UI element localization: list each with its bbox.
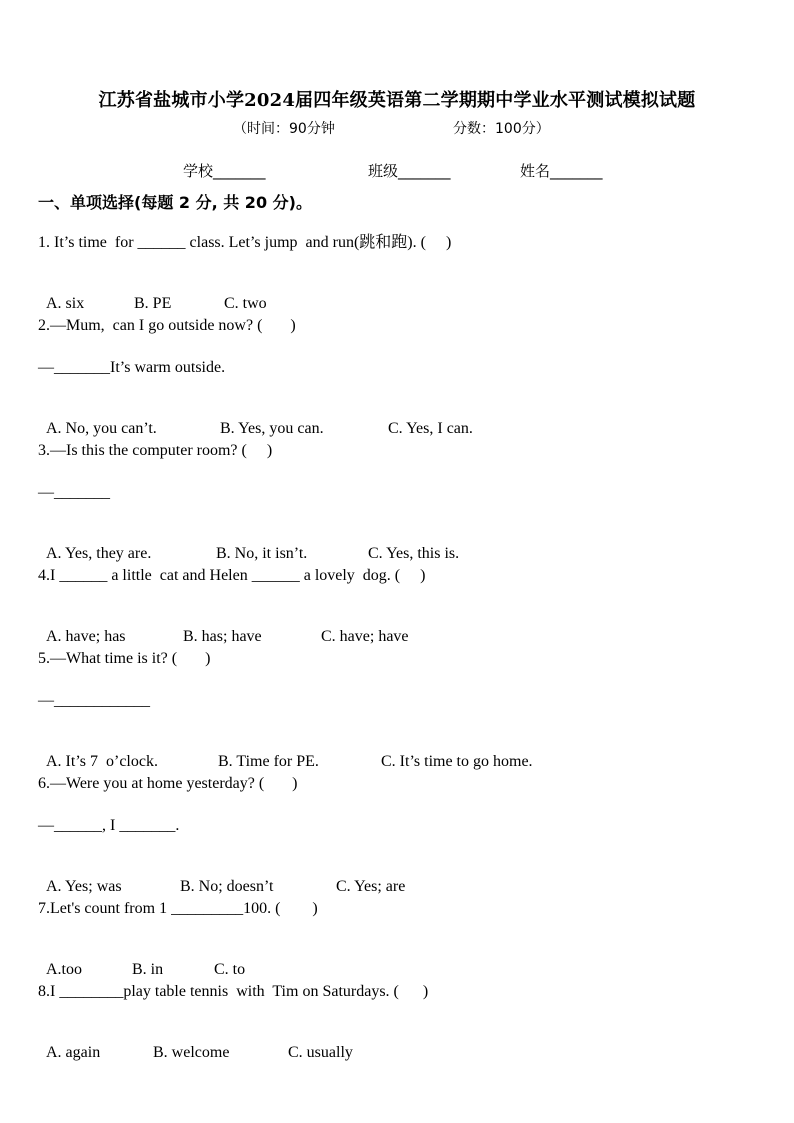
option-b: B. welcome bbox=[153, 1044, 230, 1061]
option-a: A. Yes; was bbox=[46, 878, 122, 895]
option-a: A. six bbox=[46, 295, 85, 312]
option-c: C. two bbox=[224, 295, 267, 312]
option-c: C. Yes; are bbox=[336, 878, 406, 895]
question-8: 8.I ________play table tennis with Tim on Saturdays. ( ) bbox=[38, 983, 429, 1000]
option-a: A.too bbox=[46, 961, 82, 978]
exam-time: （时间：90分钟 bbox=[233, 121, 335, 137]
option-b: B. has; have bbox=[183, 628, 262, 645]
school-field: 学校_______ bbox=[183, 162, 266, 180]
option-b: B. Yes, you can. bbox=[220, 420, 324, 437]
option-c: C. It’s time to go home. bbox=[381, 753, 533, 770]
option-a: A. No, you can’t. bbox=[46, 420, 157, 437]
option-b: B. Time for PE. bbox=[218, 753, 319, 770]
option-b: B. in bbox=[132, 961, 164, 978]
question-5: 5.—What time is it? ( ) bbox=[38, 650, 211, 667]
option-a: A. It’s 7 o’clock. bbox=[46, 753, 158, 770]
class-field: 班级_______ bbox=[368, 162, 451, 180]
question-3: 3.—Is this the computer room? ( ) bbox=[38, 442, 273, 459]
question-2-answer-line: —_______It’s warm outside. bbox=[38, 359, 226, 376]
option-c: C. Yes, this is. bbox=[368, 545, 460, 562]
question-8-options bbox=[38, 1023, 353, 1063]
option-b: B. No, it isn’t. bbox=[216, 545, 308, 562]
question-5-options bbox=[38, 732, 533, 772]
option-a: A. have; has bbox=[46, 628, 126, 645]
option-c: C. usually bbox=[288, 1044, 353, 1061]
question-1: 1. It’s time for ______ class. Let’s jump and run(跳和跑). ( ) bbox=[38, 234, 452, 251]
question-3-answer-line: —_______ bbox=[38, 484, 110, 501]
option-b: B. No; doesn’t bbox=[180, 878, 274, 895]
option-c: C. have; have bbox=[321, 628, 409, 645]
section-title: 一、单项选择(每题 2 分, 共 20 分)。 bbox=[38, 193, 312, 212]
question-1-options bbox=[38, 274, 267, 314]
question-5-answer-line: —____________ bbox=[38, 692, 150, 709]
question-4-options bbox=[38, 607, 409, 647]
page-title: 江苏省盐城市小学2024届四年级英语第二学期期中学业水平测试模拟试题 bbox=[98, 90, 696, 111]
question-2: 2.—Mum, can I go outside now? ( ) bbox=[38, 317, 296, 334]
question-3-options bbox=[38, 524, 459, 564]
name-field: 姓名_______ bbox=[520, 162, 603, 180]
option-b: B. PE bbox=[134, 295, 172, 312]
exam-score: 分数：100分） bbox=[453, 121, 550, 137]
option-c: C. Yes, I can. bbox=[388, 420, 473, 437]
question-6: 6.—Were you at home yesterday? ( ) bbox=[38, 775, 298, 792]
option-a: A. again bbox=[46, 1044, 101, 1061]
question-4: 4.I ______ a little cat and Helen ______ a lovely dog. ( ) bbox=[38, 567, 426, 584]
question-7-options bbox=[38, 940, 245, 980]
question-6-answer-line: —______, I _______. bbox=[38, 817, 180, 834]
question-6-options bbox=[38, 857, 405, 897]
exam-meta bbox=[233, 118, 550, 138]
option-c: C. to bbox=[214, 961, 246, 978]
option-a: A. Yes, they are. bbox=[46, 545, 152, 562]
question-7: 7.Let's count from 1 _________100. ( ) bbox=[38, 900, 318, 917]
question-2-options bbox=[38, 399, 473, 439]
